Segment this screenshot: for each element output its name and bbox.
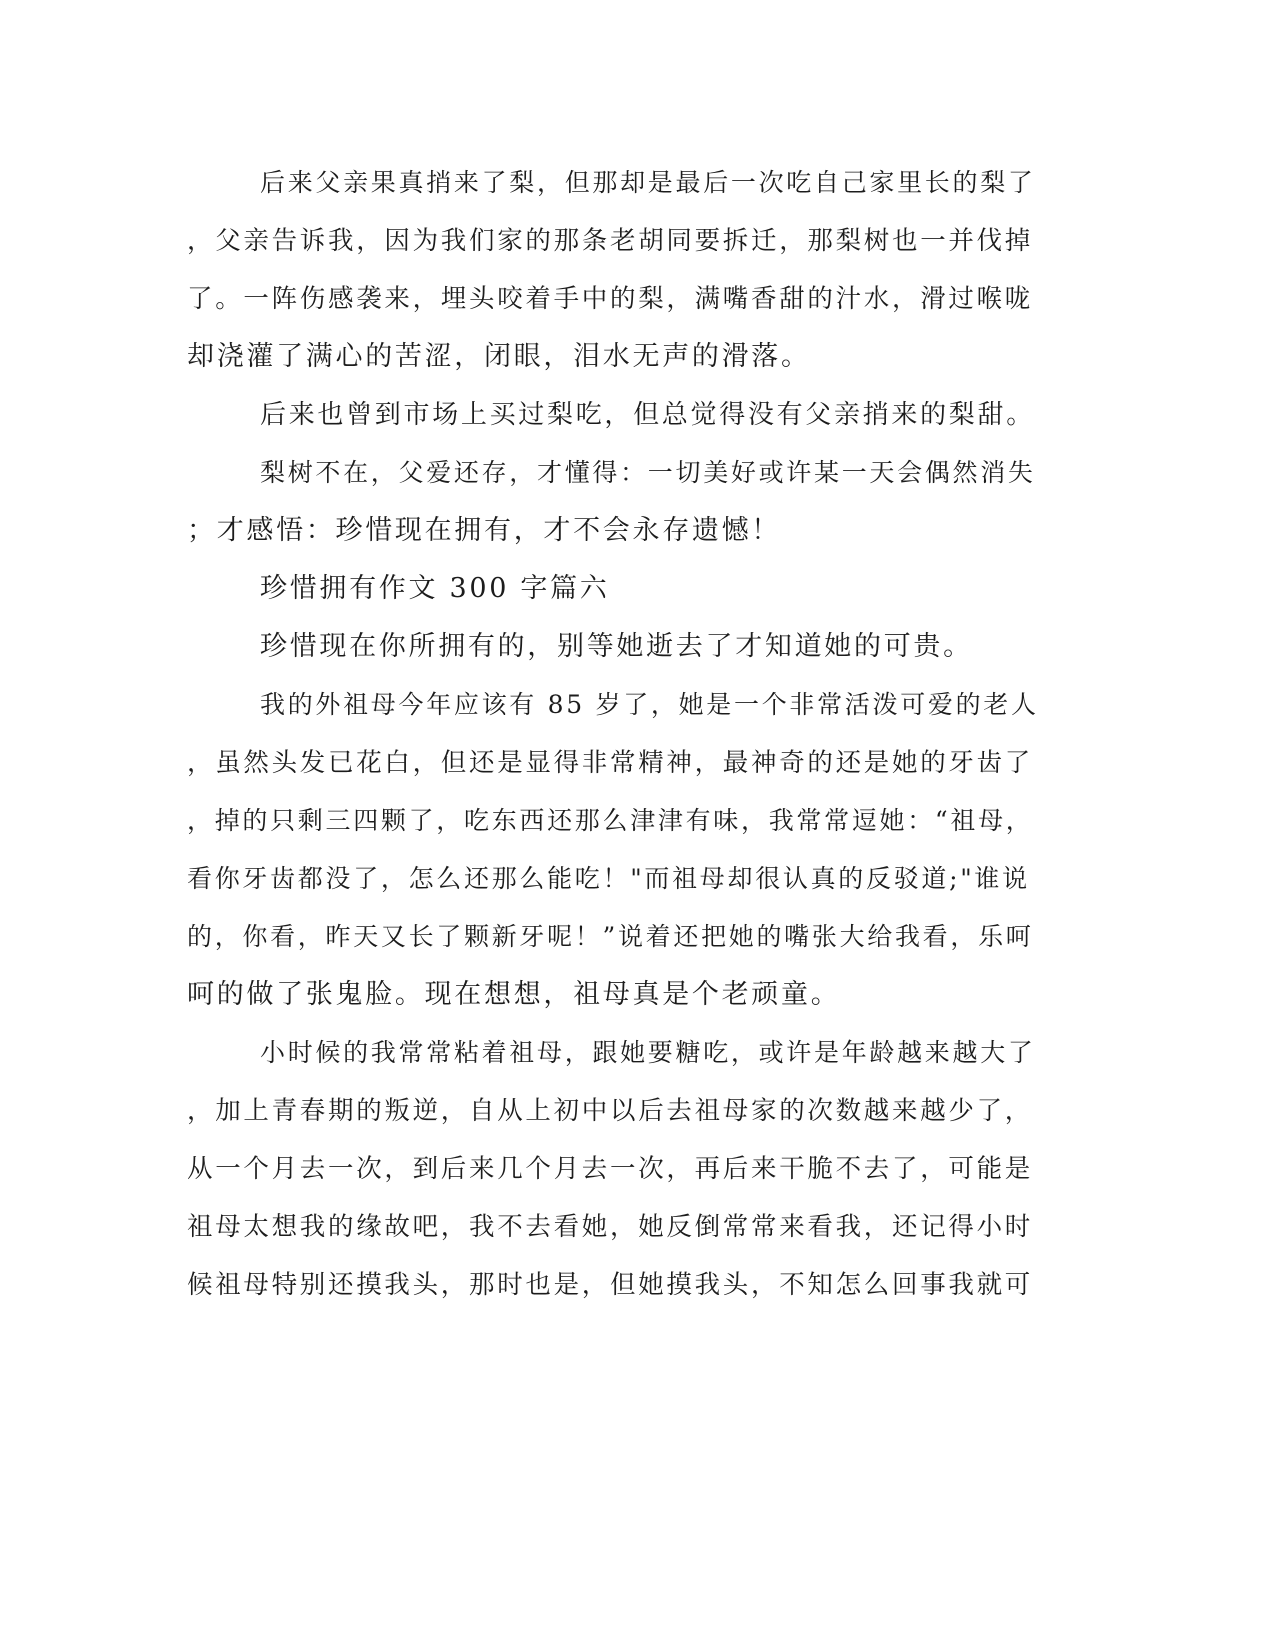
text-line: ，虽然头发已花白，但还是显得非常精神，最神奇的还是她的牙齿了 [187,748,1034,778]
text-line: 了。一阵伤感袭来，埋头咬着手中的梨，满嘴香甜的汁水，滑过喉咙 [187,284,1034,314]
text-line: 梨树不在，父爱还存，才懂得：一切美好或许某一天会偶然消失 [260,458,1036,487]
text-line: 我的外祖母今年应该有 85 岁了，她是一个非常活泼可爱的老人 [260,690,1039,719]
text-line: ；才感悟：珍惜现在拥有，才不会永存遗憾！ [187,515,781,546]
text-line: 却浇灌了满心的苦涩，闭眼，泪水无声的滑落。 [187,341,811,372]
text-line: 后来也曾到市场上买过梨吃，但总觉得没有父亲捎来的梨甜。 [260,400,1035,430]
text-line: 小时候的我常常粘着祖母，跟她要糖吃，或许是年龄越来越大了 [260,1038,1036,1067]
text-line: 的，你看，昨天又长了颗新牙呢！”说着还把她的嘴张大给我看，乐呵 [187,922,1034,951]
text-line: 祖母太想我的缘故吧，我不去看她，她反倒常常来看我，还记得小时 [187,1212,1034,1242]
section-heading: 珍惜拥有作文 300 字篇六 [260,573,610,604]
text-line: ，掉的只剩三四颗了，吃东西还那么津津有味，我常常逗她：“祖母， [187,806,1034,835]
text-line: 候祖母特别还摸我头，那时也是，但她摸我头，不知怎么回事我就可 [187,1270,1034,1300]
text-line: ，加上青春期的叛逆，自从上初中以后去祖母家的次数越来越少了， [187,1096,1034,1126]
text-line: 看你牙齿都没了，怎么还那么能吃！"而祖母却很认真的反驳道;"谁说 [187,864,1030,893]
text-line: ，父亲告诉我，因为我们家的那条老胡同要拆迁，那梨树也一并伐掉 [187,226,1034,256]
text-line: 后来父亲果真捎来了梨，但那却是最后一次吃自己家里长的梨了 [260,168,1036,197]
text-line: 从一个月去一次，到后来几个月去一次，再后来干脆不去了，可能是 [187,1154,1034,1184]
text-line: 呵的做了张鬼脸。现在想想，祖母真是个老顽童。 [187,979,841,1010]
text-line: 珍惜现在你所拥有的，别等她逝去了才知道她的可贵。 [260,631,973,662]
